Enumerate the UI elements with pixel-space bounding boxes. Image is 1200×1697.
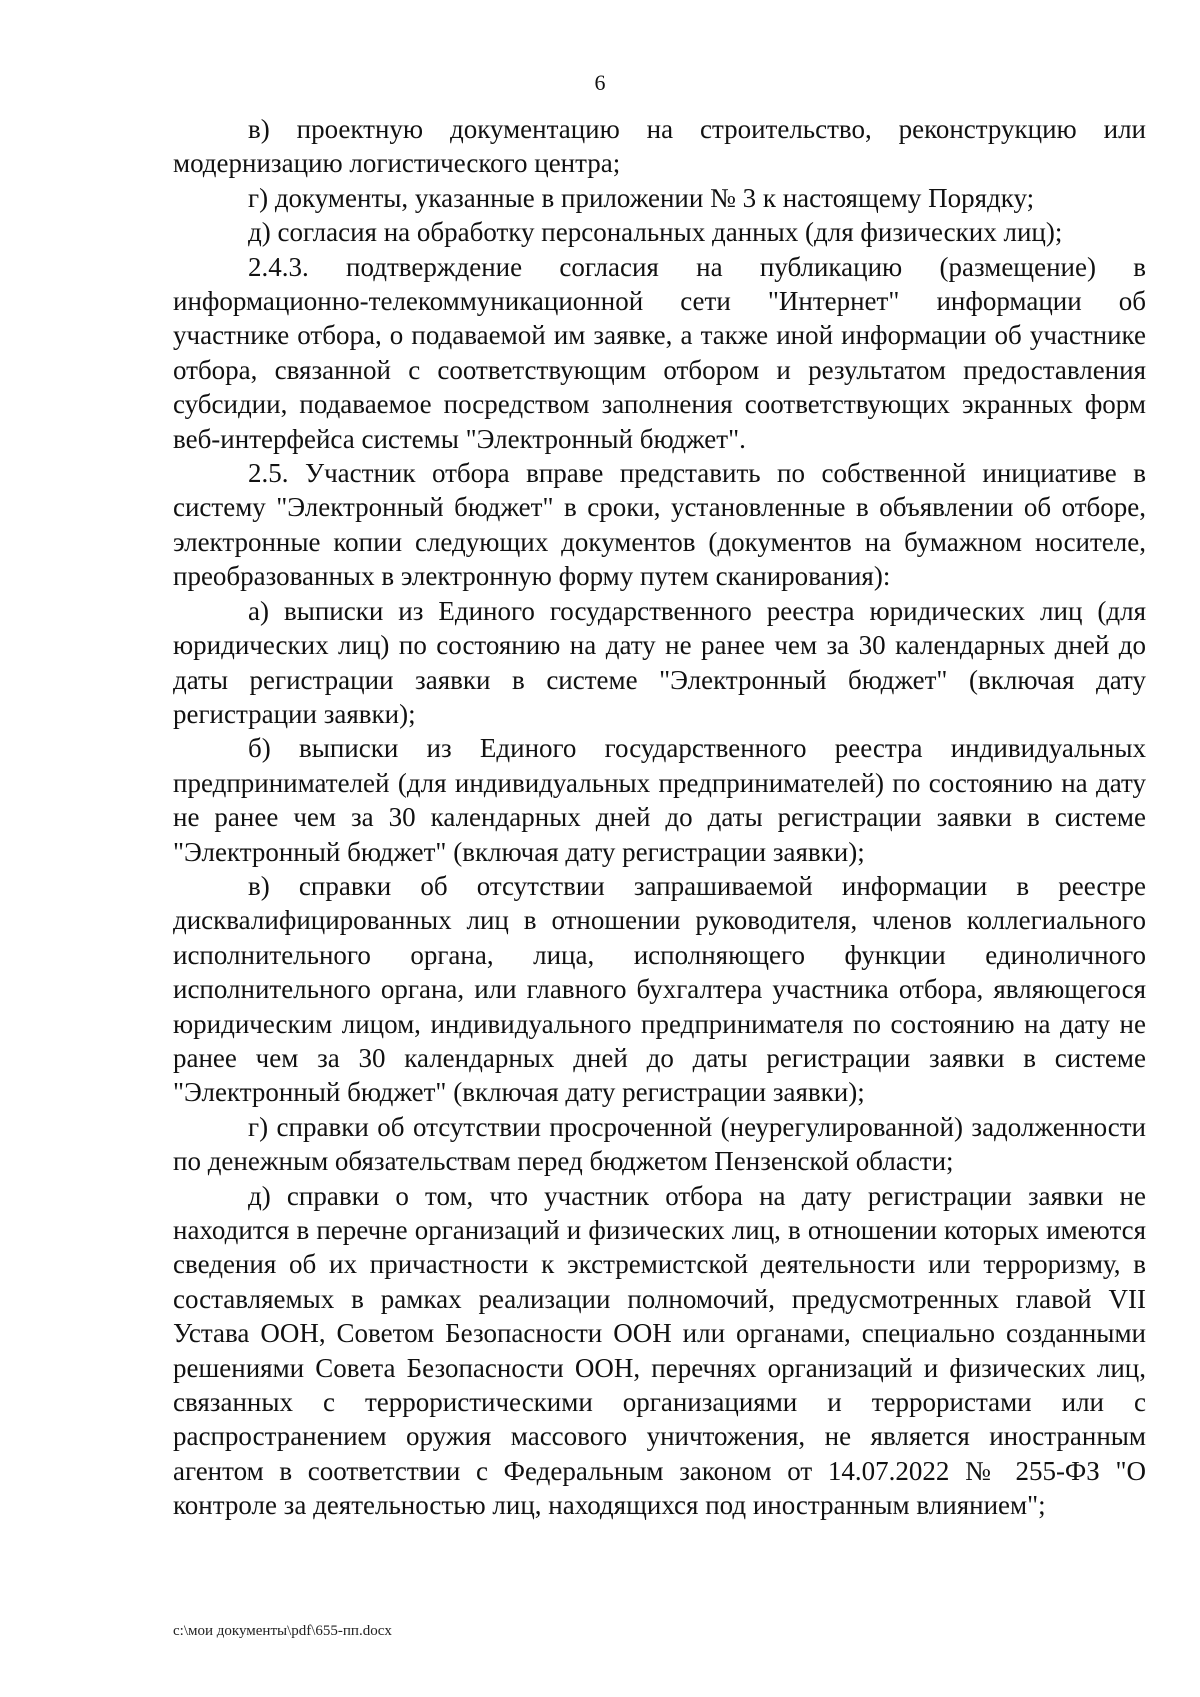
paragraph-2-5: 2.5. Участник отбора вправе представить по собственной инициативе в систему "Электронный бюджет" в сроки, установленные в объявлении об отборе, электронные копии следующих документов (документов на бумажном носителе, преобразованных в электронную форму путем сканирования): [173, 458, 1146, 592]
paragraph-item-a-egrul: а) выписки из Единого государственного реестра юридических лиц (для юридических лиц) по состоянию на дату не ранее чем за 30 календарных дней до даты регистрации заявки в системе "Электронный бюджет" (включая дату регистрации заявки); [173, 595, 1146, 729]
paragraph-item-v-design-docs: в) проектную документацию на строительство, реконструкцию или модернизацию логистического центра; [173, 114, 1146, 179]
paragraph-item-d-extremism: д) справки о том, что участник отбора на дату регистрации заявки не находится в перечне организаций и физических лиц, в отношении которых имеются сведения об их причастности к экстремистской деятельности или терроризму, в составляемых в рамках реализации полномочий, предусмотренных главой VII Устава ООН, Советом Безопасности ООН или органами, специально созданными решениями Совета Безопасности ООН, перечнях организаций и физических лиц, связанных с террористическими организациями и террористами или с распространением оружия массового уничтожения, не является иностранным агентом в соответствии с Федеральным законом от 14.07.2022 № 255-ФЗ "О контроле за деятельностью лиц, находящихся под иностранным влиянием"; [173, 1180, 1146, 1521]
document-body [173, 112, 1146, 1523]
paragraph-item-v-disqualified: в) справки об отсутствии запрашиваемой информации в реестре дисквалифицированных лиц в отношении руководителя, членов коллегиального исполнительного органа, лица, исполняющего функции единоличного исполнительного органа, или главного бухгалтера участника отбора, являющегося юридическим лицом, индивидуального предпринимателя по состоянию на дату не ранее чем за 30 календарных дней до даты регистрации заявки в системе "Электронный бюджет" (включая дату регистрации заявки); [173, 870, 1146, 1108]
footer-file-path: c:\мои документы\pdf\655-пп.docx [173, 1623, 392, 1639]
paragraph-item-b-egrip: б) выписки из Единого государственного реестра индивидуальных предпринимателей (для индивидуальных предпринимателей) по состоянию на дату не ранее чем за 30 календарных дней до даты регистрации заявки в системе "Электронный бюджет" (включая дату регистрации заявки); [173, 733, 1146, 867]
paragraph-item-g-appendix-docs: г) документы, указанные в приложении № 3 к настоящему Порядку; [248, 182, 1035, 213]
paragraph-2-4-3: 2.4.3. подтверждение согласия на публикацию (размещение) в информационно-телекоммуникационной сети "Интернет" информации об участнике отбора, о подаваемой им заявке, а также иной информации об участнике отбора, связанной с соответствующим отбором и результатом предоставления субсидии, подаваемое посредством заполнения соответствующих экранных форм веб-интерфейса системы "Электронный бюджет". [173, 251, 1146, 454]
page-number: 6 [594, 70, 606, 95]
paragraph-item-g-debt: г) справки об отсутствии просроченной (неурегулированной) задолженности по денежным обязательствам перед бюджетом Пензенской области; [173, 1111, 1146, 1177]
paragraph-item-d-consent: д) согласия на обработку персональных данных (для физических лиц); [248, 217, 1063, 248]
